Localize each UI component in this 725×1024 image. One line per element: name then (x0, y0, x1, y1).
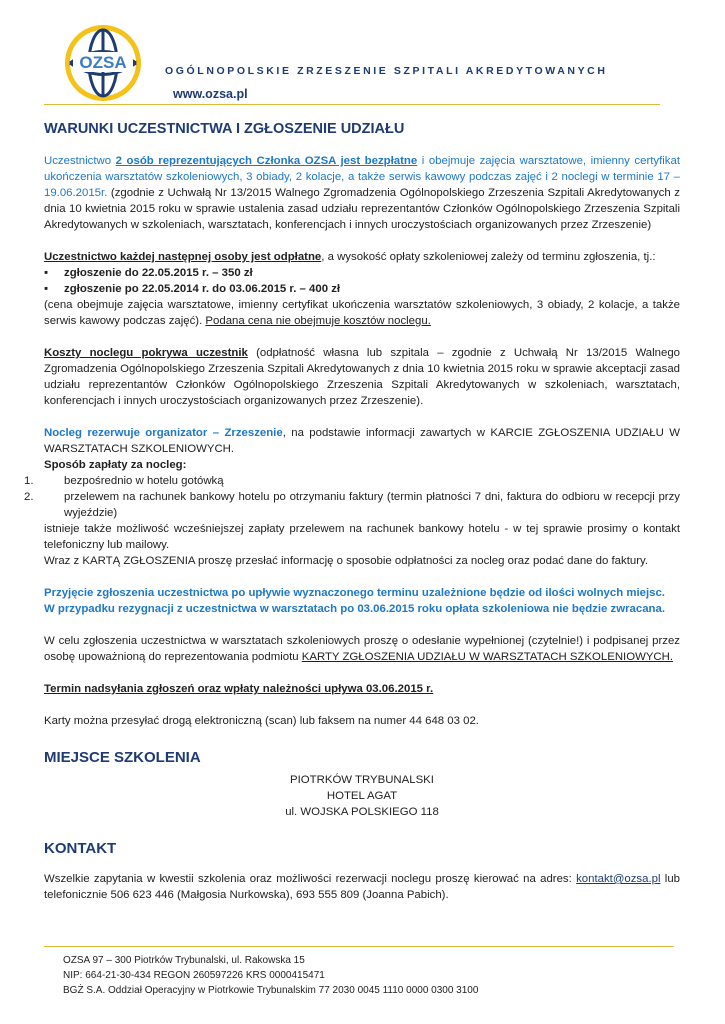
contact-heading: KONTAKT (44, 840, 117, 857)
text-fragment: (zgodnie z Uchwałą Nr 13/2015 Walnego Zgromadzenia Ogólnopolskiego Zrzeszenia Szpitali Akredytowanych z dnia 10 kwietnia 2015 roku w sprawie ustalenia zasad udziału reprezentantów Członków Ogólnopolskiego Zrzeszenia Szpitali Akredytowanych w szkoleniach, warsztatach, konferencjach i innych uroczystościach organizowanych przez Zrzeszenie) (44, 187, 680, 231)
square-bullet-icon: ▪ (44, 267, 49, 279)
paragraph-accommodation-booking (44, 425, 680, 457)
item-number: 2. (24, 491, 34, 503)
footer-address: OZSA 97 – 300 Piotrków Trybunalski, ul. Rakowska 15 (63, 955, 305, 966)
text-fragment: Wszelkie zapytania w kwestii szkolenia oraz możliwości rezerwacji noclegu proszę kierować na adres: (44, 873, 577, 885)
text-fragment: Podana cena nie obejmuje kosztów noclegu. (205, 315, 431, 327)
paragraph-registration (44, 633, 680, 665)
deadline-text: Termin nadsyłania zgłoszeń oraz wpłaty należności upływa 03.06.2015 r. (44, 683, 434, 695)
paragraph-prepayment: istnieje także możliwość wcześniejszej zapłaty przelewem na rachunek bankowy hotelu - w tej sprawie prosimy o kontakt telefoniczny lub mailowy. (44, 523, 680, 551)
text-fragment: Uczestnictwo (44, 155, 116, 167)
venue-city: PIOTRKÓW TRYBUNALSKI (290, 774, 434, 786)
ozsa-logo (60, 20, 146, 106)
email-link[interactable]: kontakt@ozsa.pl (576, 873, 661, 885)
logo-text: OZSA (79, 53, 127, 72)
notice-late-registration: Przyjęcie zgłoszenia uczestnictwa po upływie wyznaczonego terminu uzależnione będzie od ilości wolnych miejsc. (44, 587, 665, 599)
fax-info: Karty można przesyłać drogą elektroniczną (scan) lub faksem na numer 44 648 03 02. (44, 715, 479, 727)
venue-address (44, 772, 680, 820)
text-fragment: , a wysokość opłaty szkoleniowej zależy od terminu zgłoszenia, tj.: (321, 251, 656, 263)
paragraph-price-note (44, 297, 680, 329)
contact-paragraph (44, 871, 680, 903)
text-fragment: (cena obejmuje zajęcia warsztatowe, imienny certyfikat ukończenia warsztatów szkoleniowych, 3 obiady, 2 kolacje, a także serwis kawowy podczas zajęć). (44, 299, 680, 327)
bullet-text: zgłoszenie po 22.05.2014 r. do 03.06.2015 r. – 400 zł (64, 283, 341, 295)
footer-rule (44, 946, 674, 947)
text-fragment: lub telefonicznie 506 623 446 (Małgosia Nurkowska), 693 555 809 (Joanna Pabich). (44, 873, 680, 901)
footer (63, 953, 478, 998)
paragraph-free-participation (44, 153, 680, 233)
footer-bank: BGŻ S.A. Oddział Operacyjny w Piotrkowie Trybunalskim 77 2030 0045 1110 0000 0300 3100 (63, 985, 479, 996)
text-fragment: , na podstawie informacji zawartych w KARCIE ZGŁOSZENIA UDZIAŁU W WARSZTATACH SZKOLENIOWYCH. (44, 427, 680, 455)
bullet-text: zgłoszenie do 22.05.2015 r. – 350 zł (64, 267, 253, 279)
item-text: przelewem na rachunek bankowy hotelu po otrzymaniu faktury (termin płatności 7 dni, faktura do odbioru w recepcji przy wyjeździe) (64, 491, 680, 519)
text-fragment: i obejmuje zajęcia warsztatowe, imienny certyfikat ukończenia warsztatów szkoleniowych, 3 obiady, 2 kolacje, a także serwis kawowy podczas zajęć i 2 noclegi w terminie 17 – 19.06.2015r. (44, 155, 680, 199)
venue-hotel: HOTEL AGAT (326, 790, 398, 802)
text-fragment: Uczestnictwo każdej następnej osoby jest odpłatne (44, 251, 322, 263)
square-bullet-icon: ▪ (44, 283, 49, 295)
text-fragment: (odpłatność własna lub szpitala – zgodnie z Uchwałą Nr 13/2015 Walnego Zgromadzenia Ogólnopolskiego Zrzeszenia Szpitali Akredytowanych z dnia 10 kwietnia 2015 roku w sprawie akceptacji zasad udziału reprezentantów Członków Ogólnopolskiego Zrzeszenia Szpitali Akredytowanych w szkoleniach, warsztatach, konferencjach i innych uroczystościach organizowanych przez Zrzeszenie). (44, 347, 681, 407)
org-name: OGÓLNOPOLSKIE ZRZESZENIE SZPITALI AKREDYTOWANYCH (165, 65, 608, 77)
text-fragment: KARTY ZGŁOSZENIA UDZIAŁU W WARSZTATACH SZKOLENIOWYCH. (301, 651, 674, 663)
item-text: bezpośrednio w hotelu gotówką (64, 475, 224, 487)
main-content (24, 153, 681, 903)
text-fragment: Koszty noclegu pokrywa uczestnik (44, 347, 248, 359)
bullet-item (44, 281, 680, 297)
notice-cancellation: W przypadku rezygnacji z uczestnictwa w warsztatach po 03.06.2015 roku opłata szkoleniowa nie będzie zwracana. (44, 603, 665, 615)
item-number: 1. (24, 475, 34, 487)
website-link[interactable]: www.ozsa.pl (173, 87, 248, 101)
header-rule (44, 104, 660, 105)
text-fragment: 2 osób reprezentujących Członka OZSA jest bezpłatne (115, 155, 418, 167)
venue-street: ul. WOJSKA POLSKIEGO 118 (285, 806, 439, 818)
numbered-item (24, 473, 680, 489)
paragraph-paid-participation (44, 249, 680, 265)
paragraph-invoice-info: Wraz z KARTĄ ZGŁOSZENIA proszę przesłać informację o sposobie odpłatności za nocleg oraz podać dane do faktury. (44, 555, 648, 567)
footer-registration: NIP: 664-21-30-434 REGON 260597226 KRS 0000415471 (63, 970, 325, 981)
page-title: WARUNKI UCZESTNICTWA I ZGŁOSZENIE UDZIAŁU (44, 121, 405, 137)
bullet-item (44, 265, 680, 281)
numbered-item (24, 489, 680, 521)
payment-method-title: Sposób zapłaty za nocleg: (44, 459, 187, 471)
text-fragment: W celu zgłoszenia uczestnictwa w warsztatach szkoleniowych proszę o odesłanie wypełnionej (czytelnie!) i podpisanej przez osobę upoważnioną do reprezentowania podmiotu (44, 635, 680, 663)
text-fragment: Nocleg rezerwuje organizator – Zrzeszenie (44, 427, 283, 439)
paragraph-accommodation-cost (44, 345, 680, 409)
venue-heading: MIEJSCE SZKOLENIA (44, 749, 201, 766)
